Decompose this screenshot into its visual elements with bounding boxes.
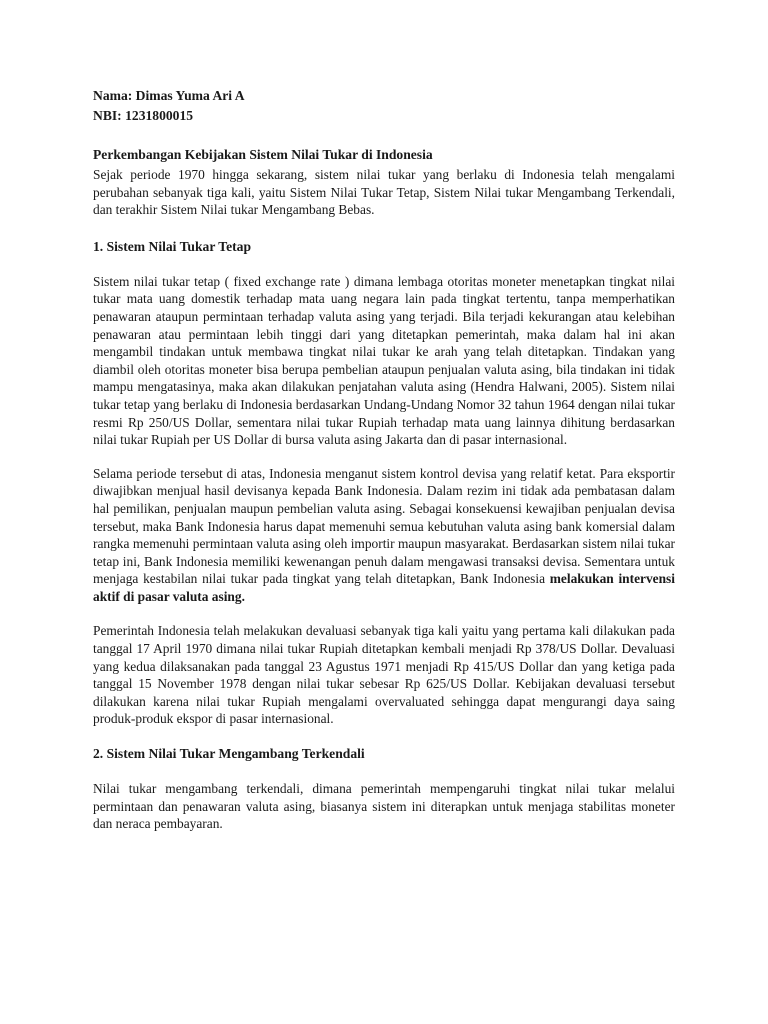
section-1-paragraph-3: Pemerintah Indonesia telah melakukan devaluasi sebanyak tiga kali yaitu yang pertama kali dilakukan pada tanggal 17 April 1970 dimana nilai tukar Rupiah ditetapkan kembali menjadi Rp 378/US Dollar. Devaluasi yang kedua dilaksanakan pada tanggal 23 Agustus 1971 menjadi Rp 415/US Dollar dan yang ketiga pada tanggal 15 November 1978 dengan nilai tukar sebesar Rp 625/US Dollar. Kebijakan devaluasi tersebut dilakukan karena nilai tukar Rupiah mengalami overvaluated sehingga dapat mengurangi daya saing produk-produk ekspor di pasar internasional.: [93, 623, 675, 727]
intro-paragraph: Sejak periode 1970 hingga sekarang, sistem nilai tukar yang berlaku di Indonesia telah mengalami perubahan sebanyak tiga kali, yaitu Sistem Nilai Tukar Tetap, Sistem Nilai tukar Mengambang Terkendali, dan terakhir Sistem Nilai tukar Mengambang Bebas.: [93, 167, 675, 218]
section-2-heading: 2. Sistem Nilai Tukar Mengambang Terkendali: [93, 746, 365, 762]
section-1-paragraph-2-bold: melakukan intervensi aktif di pasar valuta asing.: [93, 571, 675, 604]
section-1-heading: 1. Sistem Nilai Tukar Tetap: [93, 238, 252, 254]
document-page: [93, 86, 675, 833]
section-1-paragraph-1: Sistem nilai tukar tetap ( fixed exchange rate ) dimana lembaga otoritas moneter menetapkan tingkat nilai tukar mata uang domestik terhadap mata uang negara lain pada tingkat tertentu, tanpa memperhatikan penawaran ataupun permintaan terhadap valuta asing yang terjadi. Bila terjadi kekurangan atau kelebihan penawaran atau permintaan lebih tinggi dari yang ditetapkan pemerintah, maka dalam hal ini akan mengambil tindakan untuk membawa tingkat nilai tukar ke arah yang telah ditetapkan. Tindakan yang diambil oleh otoritas moneter bisa berupa pembelian ataupun penjualan valuta asing, bila tindakan ini tidak mampu mengatasinya, maka akan dilakukan penjatahan valuta asing (Hendra Halwani, 2005). Sistem nilai tukar tetap yang berlaku di Indonesia berdasarkan Undang-Undang Nomor 32 tahun 1964 dengan nilai tukar resmi Rp 250/US Dollar, sementara nilai tukar Rupiah terhadap mata uang lainnya dihitung berdasarkan nilai tukar Rupiah per US Dollar di bursa valuta asing Jakarta dan di pasar internasional.: [93, 273, 675, 448]
section-1-paragraph-2-text: Selama periode tersebut di atas, Indonesia menganut sistem kontrol devisa yang relatif ketat. Para eksportir diwajibkan menjual hasil devisanya kepada Bank Indonesia. Dalam rezim ini tidak ada pembatasan dalam hal pemilikan, penjualan maupun pembelian valuta asing. Sebagai konsekuensi kewajiban penjualan devisa tersebut, maka Bank Indonesia harus dapat memenuhi semua kebutuhan valuta asing bank komersial dalam rangka memenuhi permintaan valuta asing oleh importir maupun masyarakat. Berdasarkan sistem nilai tukar tetap ini, Bank Indonesia memiliki kewenangan penuh dalam mengawasi transaksi devisa. Sementara untuk menjaga kestabilan nilai tukar pada tingkat yang telah ditetapkan, Bank Indonesia: [93, 465, 675, 587]
author-nbi: NBI: 1231800015: [93, 107, 194, 123]
section-2-paragraph-1: Nilai tukar mengambang terkendali, dimana pemerintah mempengaruhi tingkat nilai tukar melalui permintaan dan penawaran valuta asing, biasanya sistem ini diterapkan untuk menjaga stabilitas moneter dan neraca pembayaran.: [93, 781, 675, 832]
section-1-paragraph-2: [93, 465, 675, 606]
document-title: Perkembangan Kebijakan Sistem Nilai Tukar di Indonesia: [93, 147, 433, 162]
author-name: Nama: Dimas Yuma Ari A: [93, 88, 245, 103]
